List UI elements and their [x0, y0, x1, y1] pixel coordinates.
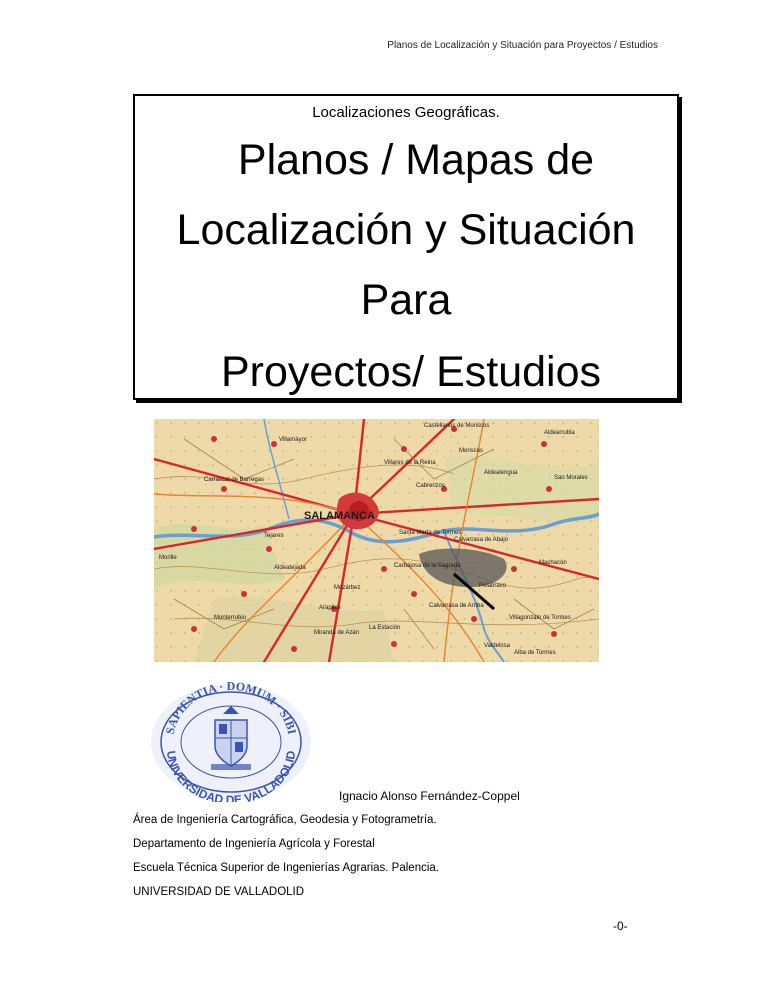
- affiliation-department: Departamento de Ingeniería Agrícola y Forestal: [133, 838, 375, 850]
- map-place-label: Tejares: [264, 533, 284, 539]
- map-place-label: Aldearrubia: [544, 430, 575, 436]
- author-name: Ignacio Alonso Fernández-Coppel: [339, 789, 520, 803]
- map-place-label: San Morales: [554, 475, 588, 481]
- map-place-label: Santa Marta de Tormes: [399, 530, 462, 536]
- map-place-label: Morille: [159, 555, 177, 561]
- seal-motto-text: SAPIENTIA · DOMUM · SIBI: [162, 680, 300, 736]
- page-number: -0-: [613, 919, 628, 933]
- map-place-label: Pelabravo: [479, 583, 507, 589]
- map-place-label: Carrascal de Barregas: [204, 477, 265, 483]
- map-place-label: Monterrubio: [214, 615, 247, 621]
- title-box: [133, 94, 679, 400]
- map-place-label: Machacón: [539, 560, 567, 566]
- title-subtitle: Localizaciones Geográficas.: [312, 104, 500, 121]
- running-header: Planos de Localización y Situación para Proyectos / Estudios: [387, 40, 658, 51]
- title-line-1: Planos / Mapas de: [237, 136, 595, 184]
- map-place-label: Villagonzalo de Tormes: [509, 615, 571, 621]
- affiliation-university: UNIVERSIDAD DE VALLADOLID: [133, 886, 305, 898]
- map-place-label: Valdelosa: [484, 643, 510, 649]
- affiliation-area: Área de Ingeniería Cartográfica, Geodesia y Fotogrametría.: [133, 814, 437, 826]
- map-place-label: Mozárbez: [334, 585, 361, 591]
- map-place-label: Villamayor: [279, 437, 307, 443]
- affiliation-school: Escuela Técnica Superior de Ingenierías Agrarias. Palencia.: [133, 862, 439, 874]
- map-place-label: Cabrerizos: [416, 483, 446, 489]
- map-place-label: Arapiles: [319, 605, 341, 611]
- university-seal-logo: [145, 680, 317, 802]
- map-place-label: Calvarrasa de Arriba: [429, 603, 484, 609]
- title-line-3: Para: [360, 276, 452, 324]
- location-map-image: [154, 419, 599, 662]
- map-place-label: Calvarrasa de Abajo: [454, 537, 509, 543]
- map-place-label: Aldeatejada: [274, 565, 306, 571]
- map-place-label: Aldealengua: [484, 470, 518, 476]
- map-place-label: Villares de la Reina: [384, 460, 436, 466]
- map-place-label: La Estación: [369, 625, 401, 631]
- map-place-label: Castellanos de Moriscos: [424, 423, 490, 429]
- seal-university-text: UNIVERSIDAD DE VALLADOLID: [163, 749, 299, 802]
- map-place-label: Moriscos: [459, 448, 484, 454]
- map-place-label: Carbajosa de la Sagrada: [394, 563, 461, 569]
- title-line-4: Proyectos/ Estudios: [220, 348, 601, 396]
- map-place-label: Alba de Tormes: [514, 650, 556, 656]
- title-line-2: Localización y Situación: [176, 206, 636, 254]
- map-place-label: Miranda de Azán: [314, 630, 360, 636]
- map-city-label: SALAMANCA: [304, 510, 375, 522]
